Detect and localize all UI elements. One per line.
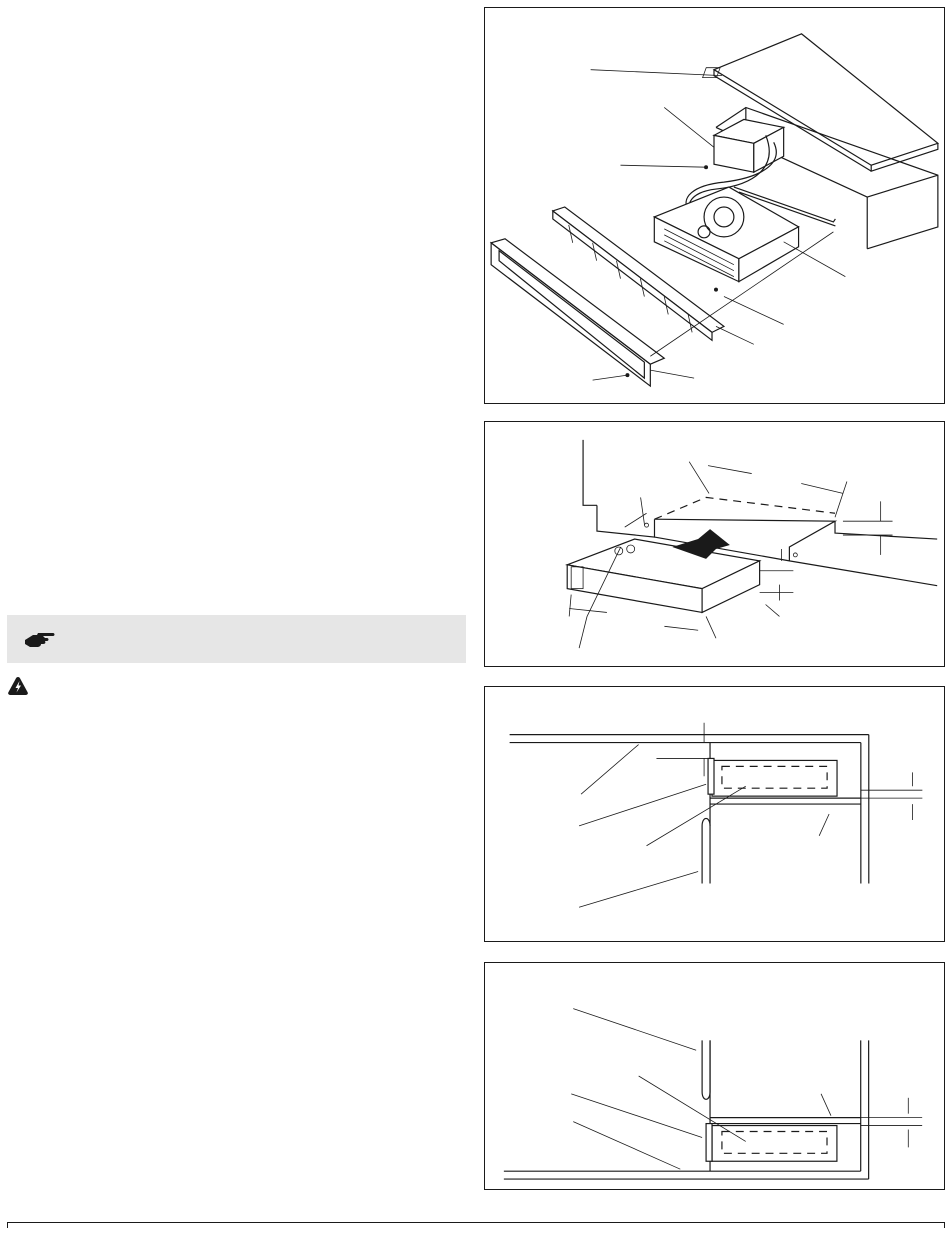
leader-3 bbox=[620, 165, 706, 167]
screw-2 bbox=[714, 288, 718, 292]
trim-frame bbox=[491, 239, 664, 364]
leader-trim bbox=[821, 1094, 831, 1116]
upper-mount-section-drawing bbox=[485, 687, 944, 941]
leader-bracket bbox=[571, 1094, 702, 1138]
exploded-view-drawing bbox=[485, 8, 944, 403]
leader-ceiling bbox=[581, 745, 639, 795]
leader-floor bbox=[573, 1122, 680, 1170]
warning-triangle-icon bbox=[8, 677, 28, 695]
lower-mount-section-drawing bbox=[485, 963, 944, 1189]
upper-mount-section-figure bbox=[484, 686, 945, 942]
leader-heater bbox=[647, 786, 746, 846]
exploded-view-figure bbox=[484, 7, 945, 404]
leader-bracket bbox=[579, 784, 706, 826]
warning-symbol bbox=[8, 677, 28, 700]
leader-trim bbox=[819, 814, 829, 836]
note-callout bbox=[7, 615, 466, 663]
installation-view-figure bbox=[484, 421, 945, 667]
wall-edge bbox=[583, 440, 597, 505]
leader-8 bbox=[650, 370, 694, 378]
leader-heater bbox=[639, 1076, 746, 1141]
footer-rule bbox=[7, 1222, 945, 1223]
leader-6 bbox=[716, 326, 754, 344]
heater-unit bbox=[712, 760, 837, 796]
leader-wall bbox=[573, 1009, 696, 1051]
leader-5 bbox=[724, 297, 784, 325]
pointing-hand-icon bbox=[25, 631, 55, 647]
recess-outline bbox=[654, 497, 835, 519]
leader-7 bbox=[593, 375, 628, 380]
installation-view-drawing bbox=[485, 422, 944, 666]
leader-1 bbox=[591, 70, 722, 76]
leader-wall bbox=[579, 872, 698, 908]
stud-cap bbox=[702, 1040, 710, 1099]
leader-2 bbox=[664, 107, 714, 147]
lower-mount-section-figure bbox=[484, 962, 945, 1190]
heater-unit bbox=[712, 1126, 837, 1162]
